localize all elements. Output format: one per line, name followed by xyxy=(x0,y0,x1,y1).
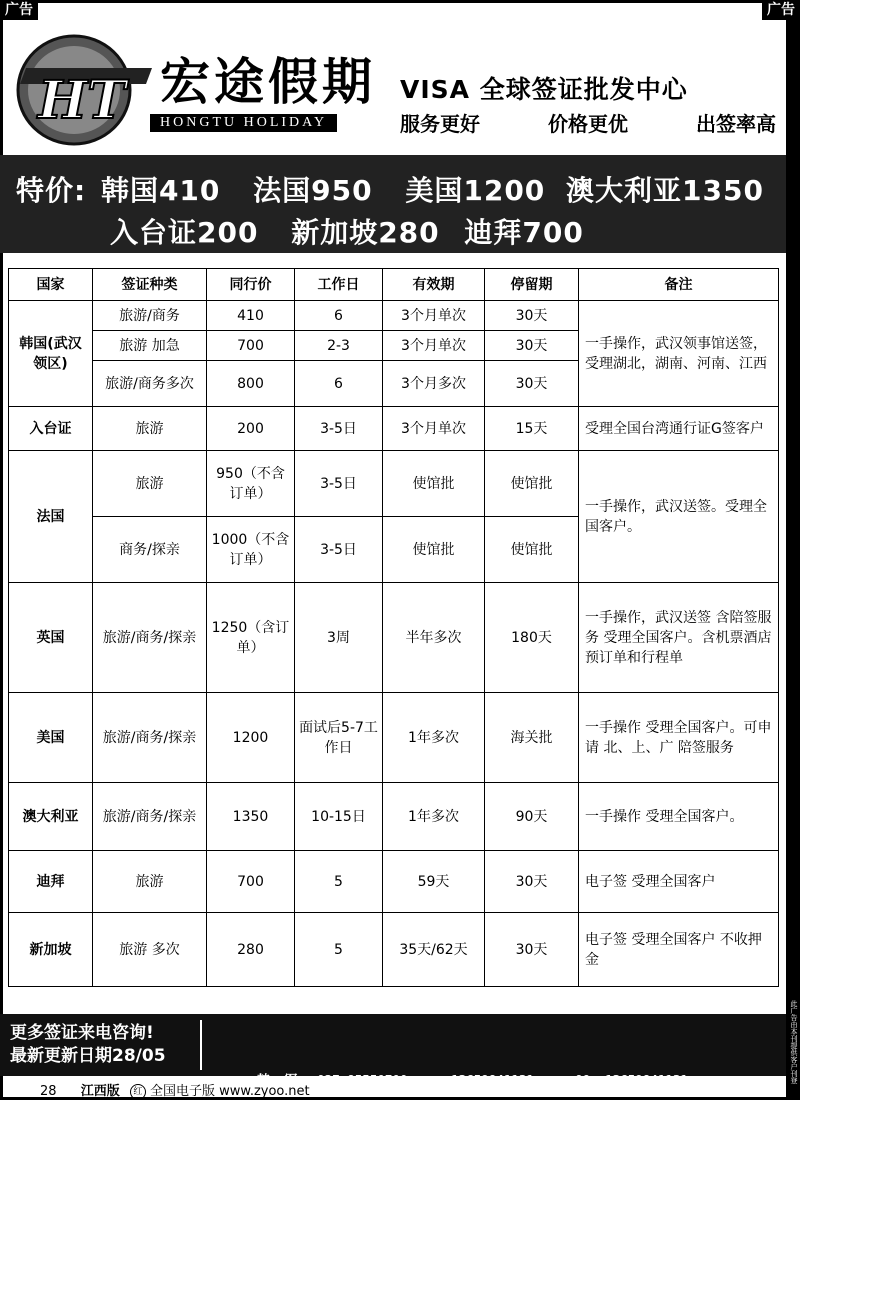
site-link[interactable]: 全国电子版 www.zyoo.net xyxy=(149,1084,310,1099)
table-header-row xyxy=(9,269,779,301)
country-dubai: 迪拜 xyxy=(9,851,93,913)
footer-update-date: 最新更新日期28/05 xyxy=(10,1046,166,1066)
cell-workdays: 6 xyxy=(295,301,383,331)
brand-logo-icon xyxy=(16,34,156,149)
contact-name: Emily: xyxy=(257,1157,303,1172)
cell-type: 旅游/商务 xyxy=(93,301,207,331)
promo-taiwan: 入台证200 xyxy=(110,216,259,249)
header-validity: 有效期 xyxy=(383,269,485,301)
cell-workdays: 3-5日 xyxy=(295,407,383,451)
cell-validity: 3个月单次 xyxy=(383,301,485,331)
promo-line-2 xyxy=(110,211,606,251)
country-australia: 澳大利亚 xyxy=(9,783,93,851)
country-france: 法国 xyxy=(9,451,93,583)
contact-mobile: 18971548360 xyxy=(451,1157,534,1172)
table-row xyxy=(9,407,779,451)
cell-workdays: 5 xyxy=(295,851,383,913)
contact-name: 韩 军: xyxy=(257,1072,305,1087)
promo-korea: 韩国410 xyxy=(100,174,221,207)
table-row xyxy=(9,913,779,987)
contact-qq-label: QQ: xyxy=(575,1242,598,1257)
header-country: 国家 xyxy=(9,269,93,301)
ad-tag-left: 广告 xyxy=(0,0,38,20)
cell-type: 旅游 加急 xyxy=(93,331,207,361)
note-dubai: 电子签 受理全国客户 xyxy=(579,851,779,913)
country-korea: 韩国(武汉领区) xyxy=(9,301,93,407)
contact-tel: 027-51334933 xyxy=(317,1242,408,1257)
country-taiwan: 入台证 xyxy=(9,407,93,451)
country-usa: 美国 xyxy=(9,693,93,783)
visa-table-wrap xyxy=(8,268,778,987)
header-workdays: 工作日 xyxy=(295,269,383,301)
cell-price: 950（不含订单） xyxy=(207,451,295,517)
contact-qq-label: QQ: xyxy=(575,1072,598,1087)
contact-mobile: 13986069104 xyxy=(451,1242,534,1257)
brand-name-en: HONGTU HOLIDAY xyxy=(150,114,337,132)
contact-qq-label: QQ: xyxy=(575,1157,598,1172)
contact-row-hanjun xyxy=(212,1054,875,1105)
promo-australia: 澳大利亚1350 xyxy=(566,174,764,207)
cell-type: 旅游 多次 xyxy=(93,913,207,987)
cell-validity: 35天/62天 xyxy=(383,913,485,987)
cell-validity: 1年多次 xyxy=(383,693,485,783)
cell-validity: 1年多次 xyxy=(383,783,485,851)
cell-stay: 使馆批 xyxy=(485,451,579,517)
footer-left xyxy=(10,1022,166,1068)
table-row xyxy=(9,693,779,783)
cell-stay: 30天 xyxy=(485,331,579,361)
visa-price-table xyxy=(8,268,779,987)
note-taiwan: 受理全国台湾通行证G签客户 xyxy=(579,407,779,451)
cell-type: 旅游 xyxy=(93,451,207,517)
table-row xyxy=(9,301,779,331)
contact-row-sophia xyxy=(212,1224,875,1275)
brand-name-cn: 宏途假期 xyxy=(160,52,376,111)
note-france: 一手操作，武汉送签。受理全国客户。 xyxy=(579,451,779,583)
note-australia: 一手操作 受理全国客户。 xyxy=(579,783,779,851)
cell-stay: 15天 xyxy=(485,407,579,451)
cell-price: 1000（不含订单） xyxy=(207,517,295,583)
cell-type: 旅游/商务/探亲 xyxy=(93,583,207,693)
cell-workdays: 3-5日 xyxy=(295,517,383,583)
cell-price: 1250（含订单） xyxy=(207,583,295,693)
cell-workdays: 2-3 xyxy=(295,331,383,361)
cell-stay: 使馆批 xyxy=(485,517,579,583)
page-footer xyxy=(40,1080,310,1100)
promo-singapore: 新加坡280 xyxy=(291,216,440,249)
logo-text: HT xyxy=(38,70,126,131)
cell-validity: 使馆批 xyxy=(383,451,485,517)
cell-workdays: 5 xyxy=(295,913,383,987)
promo-france: 法国950 xyxy=(253,174,373,207)
contact-qq1: 13659841131 xyxy=(605,1072,688,1087)
contact-tel: 027-85550701 xyxy=(317,1157,408,1172)
cell-workdays: 6 xyxy=(295,361,383,407)
contact-qq1: 2875027413 xyxy=(605,1242,681,1257)
header-notes: 备注 xyxy=(579,269,779,301)
cell-stay: 30天 xyxy=(485,361,579,407)
contact-qq2: 1045917134 xyxy=(799,1157,875,1172)
note-uk: 一手操作，武汉送签 含陪签服务 受理全国客户。含机票酒店预订单和行程单 xyxy=(579,583,779,693)
country-singapore: 新加坡 xyxy=(9,913,93,987)
contact-name: Sophia: xyxy=(257,1242,310,1257)
contact-qq2: 2875027413 xyxy=(799,1242,875,1257)
promo-usa: 美国1200 xyxy=(405,174,546,207)
contact-tel: 027-85550700 xyxy=(317,1072,408,1087)
table-row xyxy=(9,583,779,693)
contact-list xyxy=(212,1020,875,1309)
promo-prefix: 特价: xyxy=(16,174,87,207)
cell-stay: 90天 xyxy=(485,783,579,851)
footer-consult-text: 更多签证来电咨询! xyxy=(10,1023,154,1043)
country-uk: 英国 xyxy=(9,583,93,693)
cell-validity: 59天 xyxy=(383,851,485,913)
cell-type: 旅游/商务/探亲 xyxy=(93,693,207,783)
cell-stay: 30天 xyxy=(485,851,579,913)
cell-validity: 使馆批 xyxy=(383,517,485,583)
contact-qq2: 905094362 xyxy=(807,1072,875,1087)
table-row xyxy=(9,451,779,517)
edition-label: 江西版 xyxy=(80,1084,120,1099)
cell-workdays: 面试后5-7工作日 xyxy=(295,693,383,783)
cell-price: 410 xyxy=(207,301,295,331)
visa-title: VISA 全球签证批发中心 xyxy=(400,75,688,104)
cell-type: 旅游/商务/探亲 xyxy=(93,783,207,851)
table-row xyxy=(9,851,779,913)
header-visa-type: 签证种类 xyxy=(93,269,207,301)
table-row xyxy=(9,783,779,851)
promo-dubai: 迪拜700 xyxy=(464,216,584,249)
cell-type: 商务/探亲 xyxy=(93,517,207,583)
cell-workdays: 10-15日 xyxy=(295,783,383,851)
header xyxy=(0,20,786,154)
note-korea: 一手操作，武汉领事馆送签，受理湖北，湖南、河南、江西 xyxy=(579,301,779,407)
header-price: 同行价 xyxy=(207,269,295,301)
page-number: 28 xyxy=(40,1084,57,1099)
note-usa: 一手操作 受理全国客户。可申请 北、上、广 陪签服务 xyxy=(579,693,779,783)
cell-validity: 3个月单次 xyxy=(383,331,485,361)
header-stay: 停留期 xyxy=(485,269,579,301)
cell-stay: 30天 xyxy=(485,913,579,987)
note-singapore: 电子签 受理全国客户 不收押金 xyxy=(579,913,779,987)
contact-mobile: 13659841131 xyxy=(451,1072,534,1087)
cell-workdays: 3-5日 xyxy=(295,451,383,517)
cell-price: 280 xyxy=(207,913,295,987)
contact-row-emily xyxy=(212,1139,875,1190)
contact-qq1: 2724907391 xyxy=(605,1157,681,1172)
ad-tag-right: 广告 xyxy=(762,0,800,20)
cell-price: 800 xyxy=(207,361,295,407)
slogan-rate: 出签率高 xyxy=(696,112,776,136)
cell-price: 1350 xyxy=(207,783,295,851)
cell-workdays: 3周 xyxy=(295,583,383,693)
promo-banner xyxy=(0,155,786,253)
footer-divider xyxy=(200,1020,202,1070)
side-disclaimer: 此广告由本刊提供客户刊登 xyxy=(790,1000,798,1084)
cell-validity: 3个月多次 xyxy=(383,361,485,407)
slogan-service: 服务更好 xyxy=(400,112,480,136)
cell-type: 旅游/商务多次 xyxy=(93,361,207,407)
cell-price: 1200 xyxy=(207,693,295,783)
cell-validity: 半年多次 xyxy=(383,583,485,693)
promo-line-1 xyxy=(16,169,786,209)
cell-price: 700 xyxy=(207,851,295,913)
cell-stay: 30天 xyxy=(485,301,579,331)
slogans xyxy=(400,108,776,137)
cell-type: 旅游 xyxy=(93,407,207,451)
cell-stay: 180天 xyxy=(485,583,579,693)
cell-price: 700 xyxy=(207,331,295,361)
cell-validity: 3个月单次 xyxy=(383,407,485,451)
cell-type: 旅游 xyxy=(93,851,207,913)
cell-stay: 海关批 xyxy=(485,693,579,783)
slogan-price: 价格更优 xyxy=(548,112,628,136)
cell-price: 200 xyxy=(207,407,295,451)
red-badge-icon: 红 xyxy=(130,1084,146,1100)
